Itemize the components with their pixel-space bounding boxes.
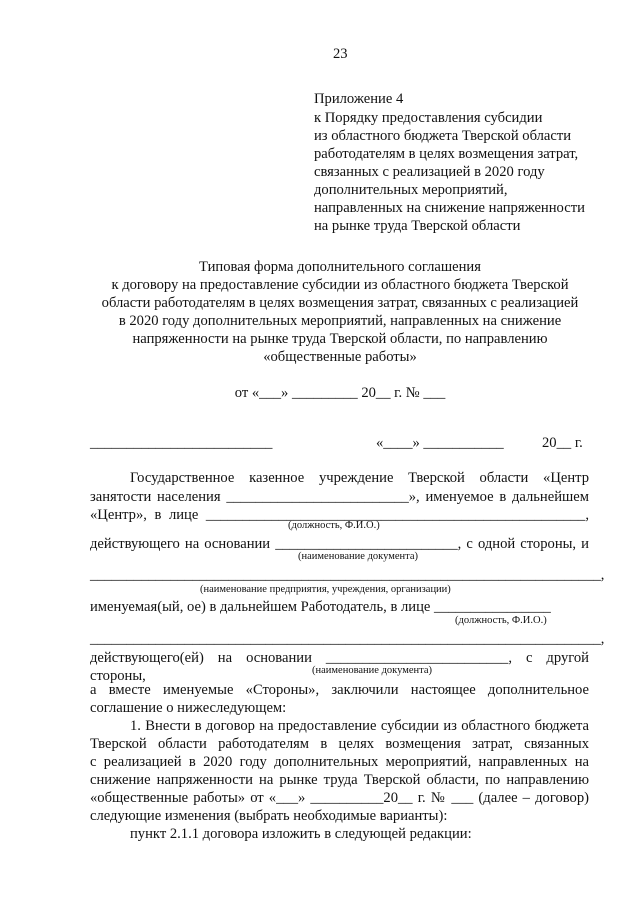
clause-2-line: пункт 2.1.1 договора изложить в следующей редакции: (130, 826, 472, 842)
title-line: «общественные работы» (263, 349, 417, 365)
body-line: действующего(ей) на основании _________________________, с другой стороны, (90, 650, 589, 684)
clause-1-line: следующие изменения (выбрать необходимые варианты): (90, 808, 448, 824)
annex-line: направленных на снижение напряженности (314, 200, 585, 216)
title-line: к договору на предоставление субсидии из областного бюджета Тверской (111, 277, 569, 293)
page-number: 23 (333, 46, 348, 62)
body-line: соглашение о нижеследующем: (90, 700, 287, 716)
annex-line: связанных с реализацией в 2020 году (314, 164, 545, 180)
annex-line: на рынке труда Тверской области (314, 218, 521, 234)
body-line: именуемая(ый, ое) в дальнейшем Работодатель, в лице ________________ (90, 599, 551, 615)
body-line: ______________________________________________________________________, (90, 567, 605, 583)
clause-1-line: с реализацией в 2020 году дополнительных мероприятий, направленных на (90, 754, 589, 770)
field-caption: (должность, Ф.И.О.) (288, 520, 380, 531)
body-line: «Центр», в лице ____________________________________________________, (90, 507, 589, 523)
clause-1-line: снижение напряженности на рынке труда Тверской области, по направлению (90, 772, 589, 788)
annex-line: к Порядку предоставления субсидии (314, 110, 543, 126)
annex-line: из областного бюджета Тверской области (314, 128, 572, 144)
annex-line: дополнительных мероприятий, (314, 182, 508, 198)
clause-1-line: Тверской области работодателям в целях возмещения затрат, связанных (90, 736, 589, 752)
body-line: а вместе именуемые «Стороны», заключили настоящее дополнительное (90, 682, 589, 698)
clause-1-line: 1. Внести в договор на предоставление субсидии из областного бюджета (130, 718, 589, 734)
title-line: напряженности на рынке труда Тверской области, по направлению (132, 331, 548, 347)
title-line: области работодателям в целях возмещения затрат, связанных с реализацией (101, 295, 579, 311)
year-blank: 20__ г. (542, 435, 583, 451)
title-line: в 2020 году дополнительных мероприятий, направленных на снижение (118, 313, 562, 329)
body-line: ______________________________________________________________________, (90, 631, 605, 647)
agreement-date-number: от «___» _________ 20__ г. № ___ (234, 385, 446, 401)
annex-line: работодателям в целях возмещения затрат, (314, 146, 579, 162)
body-line: действующего на основании _________________________, с одной стороны, и (90, 536, 589, 552)
annex-line: Приложение 4 (314, 91, 404, 107)
field-caption: (должность, Ф.И.О.) (455, 615, 547, 626)
date-blank: «____» ___________ (376, 435, 504, 451)
title-line: Типовая форма дополнительного соглашения (199, 259, 481, 275)
body-line: занятости населения _________________________», именуемое в дальнейшем (90, 489, 589, 505)
body-line: Государственное казенное учреждение Тверской области «Центр (130, 470, 589, 486)
clause-1-line: «общественные работы» от «___» __________20__ г. № ___ (далее – договор) (90, 790, 589, 806)
place-blank: _________________________ (90, 435, 273, 451)
field-caption: (наименование документа) (312, 665, 433, 676)
field-caption: (наименование документа) (298, 551, 419, 562)
field-caption: (наименование предприятия, учреждения, организации) (200, 584, 451, 595)
